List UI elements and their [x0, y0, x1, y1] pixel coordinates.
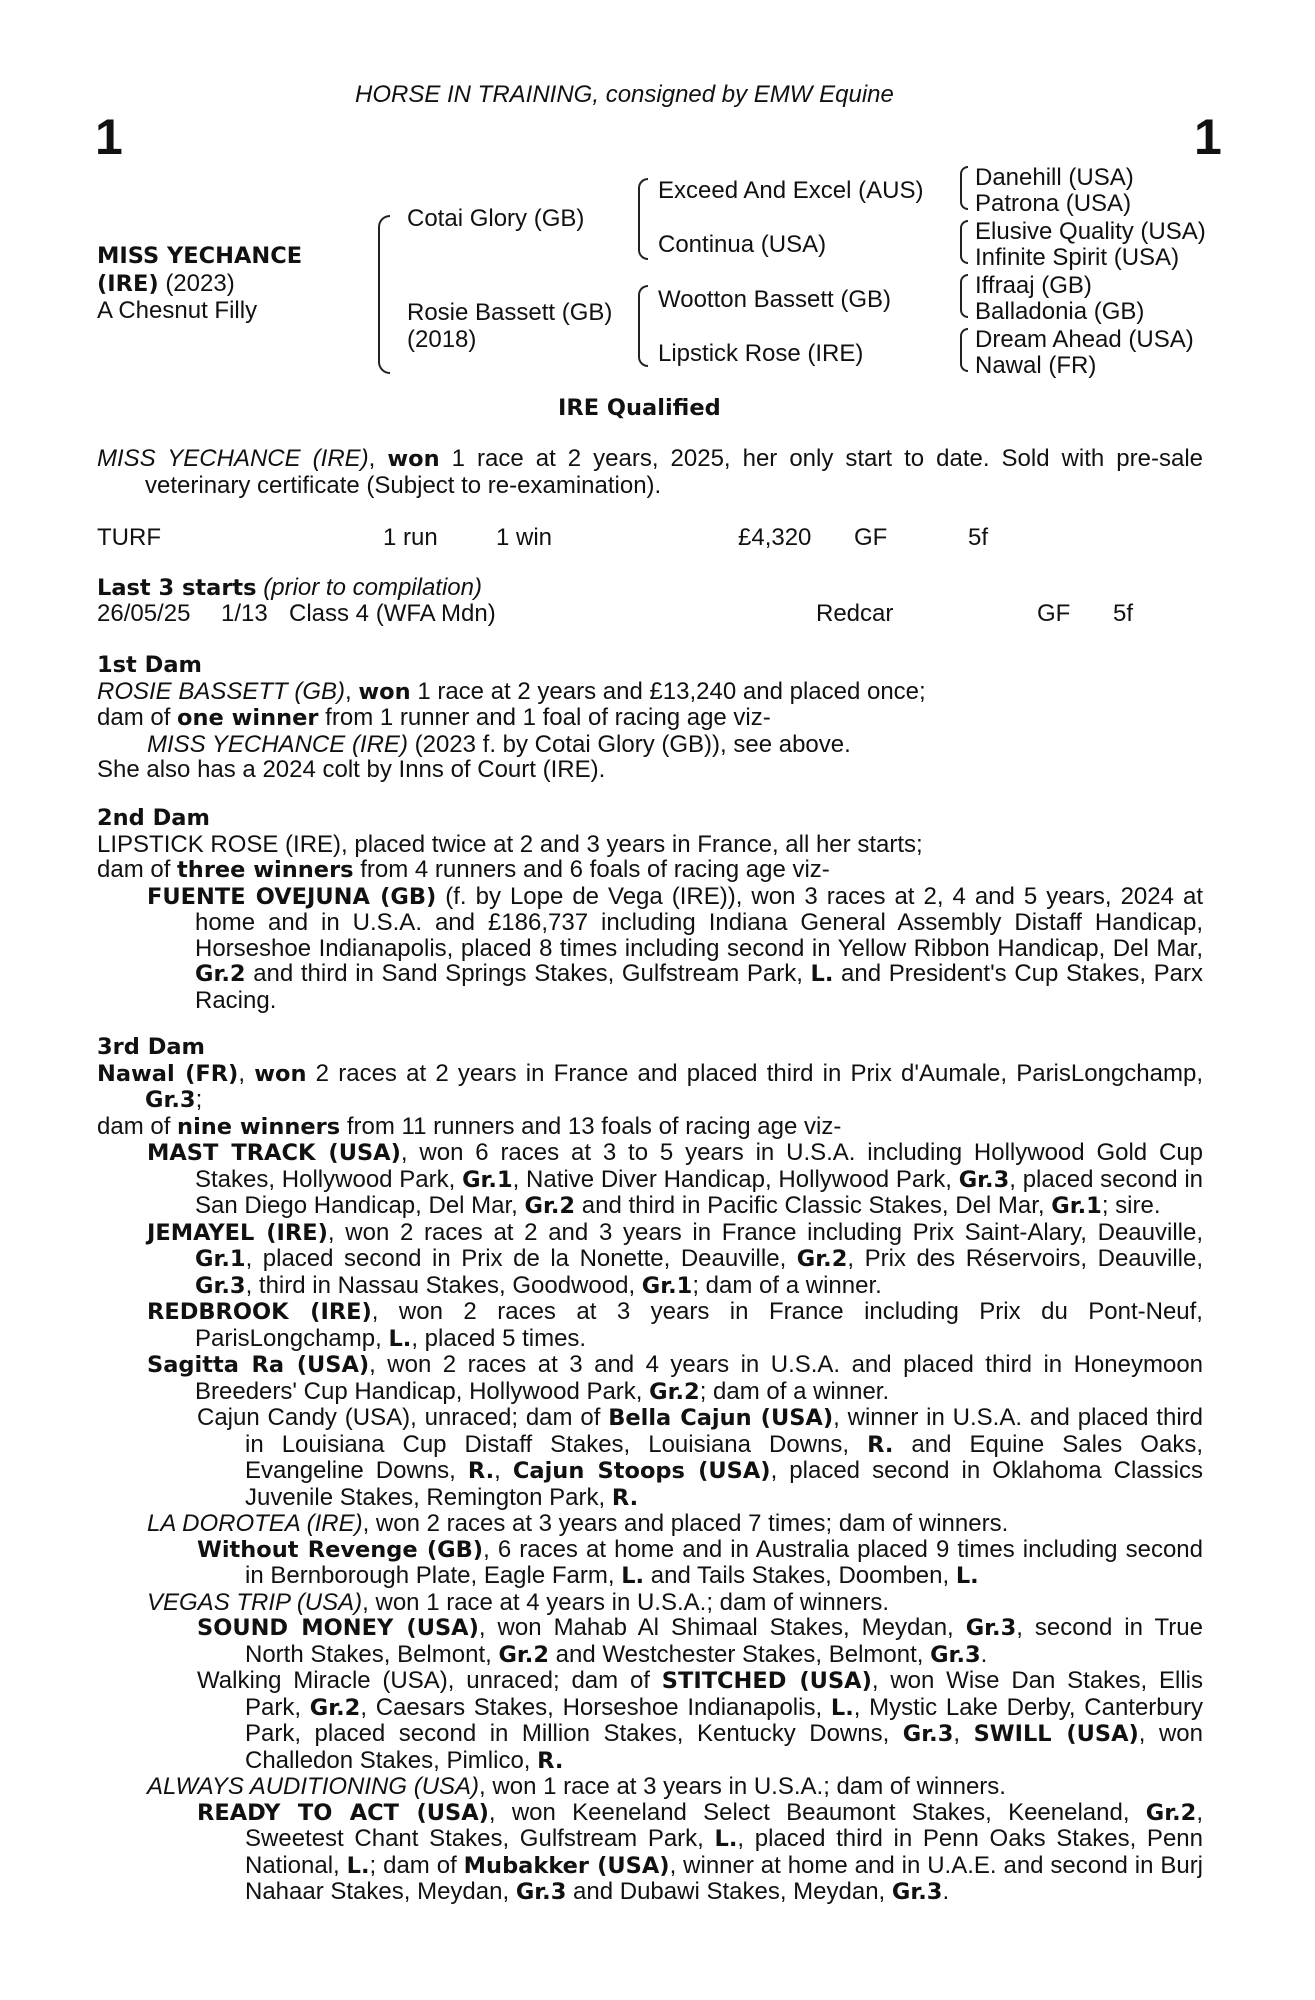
pedigree-brace-dd: [960, 328, 968, 372]
second-dam-section: 2nd Dam LIPSTICK ROSE (IRE), placed twice at 2 and 3 years in France, all her starts; dam of three winners from 4 runners and 6 foals of racing age viz- FUENTE OVEJUNA (GB) (f. by Lope de Vega (IRE)), won 3 races at 2, 4 and 5 years, 2024 at home and in U.S.A. and £186,737 including Indiana General Assembly Distaff Handicap, Horseshoe Indianapolis, placed 8 times including second in Yellow Ribbon Handicap, Del Mar, Gr.2 and third in Sand Springs Stakes, Gulfstream Park, L. and President's Cup Stakes, Parx Racing.: [97, 805, 1203, 1014]
third-dam-section: 3rd Dam Nawal (FR), won 2 races at 2 years in France and placed third in Prix d'Aumale, ParisLongchamp, Gr.3; dam of nine winners from 11 runners and 13 foals of racing age viz- MAST TRACK (USA), won 6 races at 3 to 5 years in U.S.A. including Hollywood Gold Cup Stakes, Hollywood Park, Gr.1, Native Diver Handicap, Hollywood Park, Gr.3, placed second in San Diego Handicap, Del Mar, Gr.2 and third in Pacific Classic Stakes, Del Mar, Gr.1; sire. JEMAYEL (IRE), won 2 races at 2 and 3 years in France including Prix Saint-Alary, Deauville, Gr.1, placed second in Prix de la Nonette, Deauville, Gr.2, Prix des Réservoirs, Deauville, Gr.3, third in Nassau Stakes, Goodwood, Gr.1; dam of a winner. REDBROOK (IRE), won 2 races at 3 years in France including Prix du Pont-Neuf, ParisLongchamp, L., placed 5 times. Sagitta Ra (USA), won 2 races at 3 and 4 years in U.S.A. and placed third in Honeymoon Breeders' Cup Handicap, Hollywood Park, Gr.2; dam of a winner. Cajun Candy (USA), unraced; dam of Bella Cajun (USA), winner in U.S.A. and placed third in Louisiana Cup Distaff Stakes, Louisiana Downs, R. and Equine Sales Oaks, Evangeline Downs, R., Cajun Stoops (USA), placed second in Oklahoma Classics Juvenile Stakes, Remington Park, R. LA DOROTEA (IRE), won 2 races at 3 years and placed 7 times; dam of winners. Without Revenge (GB), 6 races at home and in Australia placed 9 times including second in Bernborough Plate, Eagle Farm, L. and Tails Stakes, Doomben, L. VEGAS TRIP (USA), won 1 race at 4 years in U.S.A.; dam of winners. SOUND MONEY (USA), won Mahab Al Shimaal Stakes, Meydan, Gr.3, second in True North Stakes, Belmont, Gr.2 and Westchester Stakes, Belmont, Gr.3. Walking Miracle (USA), unraced; dam of STITCHED (USA), won Wise Dan Stakes, Ellis Park, Gr.2, Caesars Stakes, Horseshoe Indianapolis, L., Mystic Lake Derby, Canterbury Park, placed second in Million Stakes, Kentucky Downs, Gr.3, SWILL (USA), won Challedon Stakes, Pimlico, R. ALWAYS AUDITIONING (USA), won 1 race at 3 years in U.S.A.; dam of winners. READY TO ACT (USA), won Keeneland Select Beaumont Stakes, Keeneland, Gr.2, Sweetest Chant Stakes, Gulfstream Park, L., placed third in Penn Oaks Stakes, Penn National, L.; dam of Mubakker (USA), winner at home and in U.A.E. and second in Burj Nahaar Stakes, Meydan, Gr.3 and Dubawi Stakes, Meydan, Gr.3.: [97, 1034, 1204, 1905]
pedigree-dam: Rosie Bassett (GB): [407, 299, 613, 326]
pedigree-dss: Iffraaj (GB): [975, 272, 1092, 299]
record-surface: TURF: [97, 524, 161, 551]
pedigree-sire-sire: Exceed And Excel (AUS): [658, 177, 924, 204]
pedigree-sire: Cotai Glory (GB): [407, 205, 585, 232]
qualified-label: IRE Qualified: [558, 395, 721, 421]
first-dam-section: 1st Dam ROSIE BASSETT (GB), won 1 race at 2 years and £13,240 and placed once; dam of one winner from 1 runner and 1 foal of racing age viz- MISS YECHANCE (IRE) (2023 f. by Cotai Glory (GB)), see above. She also has a 2024 colt by Inns of Court (IRE).: [97, 652, 926, 783]
pedigree-sdd: Infinite Spirit (USA): [975, 244, 1180, 271]
pedigree-ddd: Nawal (FR): [975, 352, 1097, 379]
horse-name: MISS YECHANCE: [97, 243, 303, 269]
pedigree-sire-dam: Continua (USA): [658, 231, 827, 258]
record-going: GF: [854, 524, 888, 551]
catalogue-header: HORSE IN TRAINING, consigned by EMW Equine: [355, 81, 894, 108]
start-race: Class 4 (WFA Mdn): [289, 600, 496, 627]
record-wins: 1 win: [496, 524, 553, 551]
pedigree-brace-ds: [960, 274, 968, 318]
pedigree-brace-dam: [638, 285, 648, 367]
start-course: Redcar: [816, 600, 894, 627]
pedigree-ssd: Patrona (USA): [975, 190, 1132, 217]
pedigree-brace-sire: [638, 178, 648, 260]
record-distance: 5f: [968, 524, 989, 551]
lot-number-right: 1: [1194, 109, 1222, 165]
pedigree-dam-year: (2018): [407, 326, 477, 353]
record-runs: 1 run: [383, 524, 438, 551]
horse-country-year: (IRE) (2023): [97, 270, 235, 297]
start-going: GF: [1037, 600, 1071, 627]
pedigree-brace-main: [378, 215, 390, 374]
pedigree-sds: Elusive Quality (USA): [975, 218, 1206, 245]
start-position: 1/13: [221, 600, 268, 627]
lot-number-left: 1: [95, 109, 123, 165]
pedigree-dds: Dream Ahead (USA): [975, 326, 1194, 353]
summary-paragraph: MISS YECHANCE (IRE), won 1 race at 2 years, 2025, her only start to date. Sold with pre-sale veterinary certificate (Subject to re-examination).: [97, 445, 1204, 499]
pedigree-brace-ss: [960, 166, 968, 210]
horse-description: A Chesnut Filly: [97, 297, 258, 324]
record-earnings: £4,320: [738, 524, 812, 551]
pedigree-dsd: Balladonia (GB): [975, 298, 1145, 325]
pedigree-sss: Danehill (USA): [975, 164, 1134, 191]
start-date: 26/05/25: [97, 600, 191, 627]
pedigree-dam-dam: Lipstick Rose (IRE): [658, 340, 864, 367]
pedigree-brace-sd: [960, 220, 968, 264]
last-starts-heading: Last 3 starts (prior to compilation): [97, 574, 482, 601]
start-distance: 5f: [1113, 600, 1134, 627]
pedigree-dam-sire: Wootton Bassett (GB): [658, 286, 891, 313]
